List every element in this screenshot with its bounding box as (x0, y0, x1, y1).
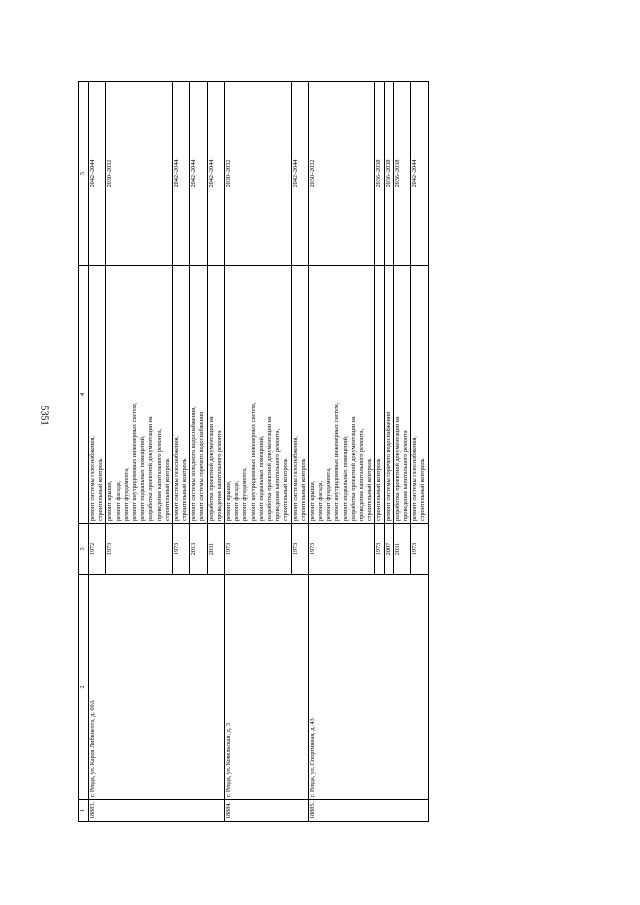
work-item: строительный контроль (299, 458, 307, 521)
work-item: ремонт крыши, (106, 480, 114, 521)
row-number: 18885. (308, 800, 428, 822)
period-cell: 2036–2038 (384, 82, 393, 266)
work-item: ремонт системы газоснабжения, (411, 436, 419, 521)
period-cell: 2042–2044 (207, 82, 224, 266)
year-cell: 1973 (308, 524, 375, 575)
year-cell: 1973 (291, 524, 308, 575)
year-cell: 1972 (89, 524, 106, 575)
work-item: проведение капитального ремонта (215, 430, 223, 521)
year-cell: 1973 (106, 524, 173, 575)
work-item: строительный контроль (366, 458, 374, 521)
works-cell (106, 266, 173, 524)
work-item: ремонт крыши, (308, 480, 316, 521)
header-col-4: 4 (79, 266, 89, 524)
period-cell: 2036–2038 (393, 82, 410, 266)
period-cell: 2030–2032 (106, 82, 173, 266)
repair-schedule-table (78, 81, 429, 822)
table-row (89, 82, 106, 822)
year-cell: 1973 (225, 524, 292, 575)
work-item: ремонт фасада, (317, 480, 325, 521)
work-item: разработка проектной документации на (265, 416, 273, 521)
year-cell: 2007 (384, 524, 393, 575)
works-cell (225, 266, 292, 524)
period-cell: 2042–2044 (291, 82, 308, 266)
work-item: ремонт подвальных помещений, (341, 435, 349, 521)
work-item: ремонт фундамента, (241, 467, 249, 521)
works-cell (172, 266, 189, 524)
works-cell (291, 266, 308, 524)
year-cell: 1973 (172, 524, 189, 575)
work-item: ремонт подвальных помещений, (257, 435, 265, 521)
period-cell: 2042–2044 (89, 82, 106, 266)
works-cell (207, 266, 224, 524)
period-cell: 2042–2044 (190, 82, 207, 266)
work-item: ремонт фундамента, (325, 467, 333, 521)
work-item: проведение капитального ремонта (401, 430, 409, 521)
work-item: ремонт внутридомовых инженерных систем, (249, 402, 257, 521)
year-cell: 1973 (411, 524, 428, 575)
header-col-3: 3 (79, 524, 89, 575)
rotated-table-container (78, 82, 583, 822)
work-item: ремонт системы горячего водоснабжения (384, 412, 392, 521)
row-number: 18883. (89, 800, 225, 822)
work-item: ремонт фасада, (114, 480, 122, 521)
works-cell (308, 266, 375, 524)
address-cell: г. Ревда, ул. Спортивная, д. 43 (308, 575, 428, 800)
work-item: строительный контроль (419, 458, 427, 521)
work-item: проведение капитального ремонта, (358, 428, 365, 521)
work-item: разработка проектной документации на (147, 416, 155, 521)
work-item: разработка проектной документации на (207, 416, 215, 521)
works-cell (190, 266, 207, 524)
header-col-1: 1 (79, 800, 89, 822)
work-item: ремонт системы холодного водоснабжения, (190, 406, 198, 521)
works-cell (393, 266, 410, 524)
header-row (79, 82, 89, 822)
work-item: разработка проектной документации на (349, 416, 357, 521)
period-cell: 2030–2032 (225, 82, 292, 266)
table-row (308, 82, 375, 822)
work-item: ремонт фасада, (233, 480, 241, 521)
work-item: ремонт системы газоснабжения, (89, 436, 96, 521)
address-cell: г. Ревда, ул. Карла Либкнехта, д. 60А (89, 575, 225, 800)
work-item: ремонт системы горячего водоснабжения (198, 412, 206, 521)
work-item: ремонт внутридомовых инженерных систем, (130, 402, 138, 521)
year-cell: 2031 (207, 524, 224, 575)
table-body (89, 82, 429, 822)
works-cell (375, 266, 384, 524)
work-item: строительный контроль (163, 458, 171, 521)
work-item: ремонт подвальных помещений, (139, 435, 147, 521)
year-cell: 2013 (190, 524, 207, 575)
works-cell (384, 266, 393, 524)
work-item: строительный контроль (97, 458, 105, 521)
work-item: строительный контроль (282, 458, 290, 521)
period-cell: 2036–2038 (375, 82, 384, 266)
work-item: проведение капитального ремонта, (274, 428, 282, 521)
work-item: ремонт крыши, (225, 480, 232, 521)
period-cell: 2042–2044 (411, 82, 428, 266)
period-cell: 2030–2032 (308, 82, 375, 266)
works-cell (89, 266, 106, 524)
work-item: ремонт внутридомовых инженерных систем, (333, 402, 341, 521)
work-item: проведение капитального ремонта, (155, 428, 163, 521)
work-item: строительный контроль (181, 458, 189, 521)
work-item: ремонт фундамента, (122, 467, 130, 521)
work-item: строительный контроль (375, 458, 383, 521)
table-row (225, 82, 292, 822)
period-cell: 2042–2044 (172, 82, 189, 266)
header-col-5: 5 (79, 82, 89, 266)
work-item: ремонт системы газоснабжения, (172, 436, 180, 521)
address-cell: г. Ревда, ул. Ковельская, д. 3 (225, 575, 309, 800)
year-cell: 2031 (393, 524, 410, 575)
work-item: разработка проектной документации на (393, 416, 401, 521)
page-number: 5351 (38, 405, 50, 426)
work-item: ремонт системы газоснабжения, (291, 436, 299, 521)
header-col-2: 2 (79, 575, 89, 800)
works-cell (411, 266, 428, 524)
year-cell: 1973 (375, 524, 384, 575)
row-number: 18884. (225, 800, 309, 822)
